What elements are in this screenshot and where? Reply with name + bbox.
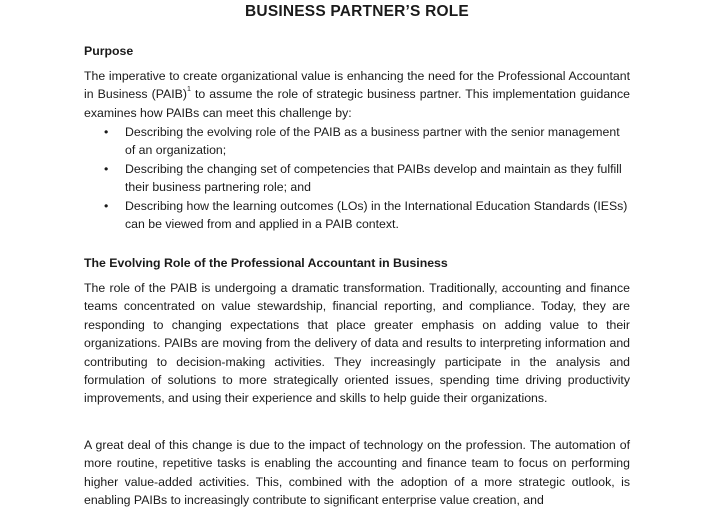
footnote-ref: 1 <box>186 86 191 94</box>
purpose-heading: Purpose <box>84 44 134 58</box>
evolving-role-paragraph-2: A great deal of this change is due to the impact of technology on the profession. The automation of more routine, repetitive tasks is enabling the accounting and finance team to focus on performing higher value-added activities. This, combined with the adoption of a more strategic outlook, is enabling PAIBs to increasingly contribute to significant enterprise value creation, and <box>84 438 630 508</box>
bullet-text: Describing how the learning outcomes (LOs) in the International Education Standards (IESs) can be viewed from and applied in a PAIB context. <box>125 198 628 232</box>
evolving-role-paragraph-1: The role of the PAIB is undergoing a dramatic transformation. Traditionally, accounting and finance teams concentrated on value stewardship, financial reporting, and compliance. Today, they are responding to changing expectations that place greater emphasis on adding value to their organizations. PAIBs are moving from the delivery of data and results to interpreting information and contributing to decision-making activities. They increasingly participate in the analysis and formulation of solutions to more strategically oriented issues, spending time driving productivity improvements, and using their experience and skills to help guide their organizations. <box>84 281 630 406</box>
bullet-icon: • <box>104 161 109 176</box>
evolving-role-heading: The Evolving Role of the Professional Accountant in Business <box>84 256 448 270</box>
bullet-icon: • <box>104 198 109 213</box>
purpose-intro-text-a: The imperative to create organizational value is enhancing the need for the Professional Accountant in Business (PAIB) <box>84 69 630 102</box>
bullet-item <box>84 160 630 197</box>
purpose-intro-text-b: to assume the role of strategic business partner. This implementation guidance examines how PAIBs can meet this challenge by: <box>84 87 630 120</box>
purpose-bullet-list <box>84 123 630 233</box>
bullet-icon: • <box>104 125 109 139</box>
bullet-item <box>84 123 630 160</box>
purpose-intro <box>84 67 630 122</box>
document-title: BUSINESS PARTNER’S ROLE <box>245 3 469 20</box>
bullet-text: Describing the changing set of competencies that PAIBs develop and maintain as they fulfill their business partnering role; and <box>125 161 622 195</box>
bullet-item <box>84 197 630 234</box>
bullet-text: Describing the evolving role of the PAIB as a business partner with the senior management of an organization; <box>125 125 620 158</box>
